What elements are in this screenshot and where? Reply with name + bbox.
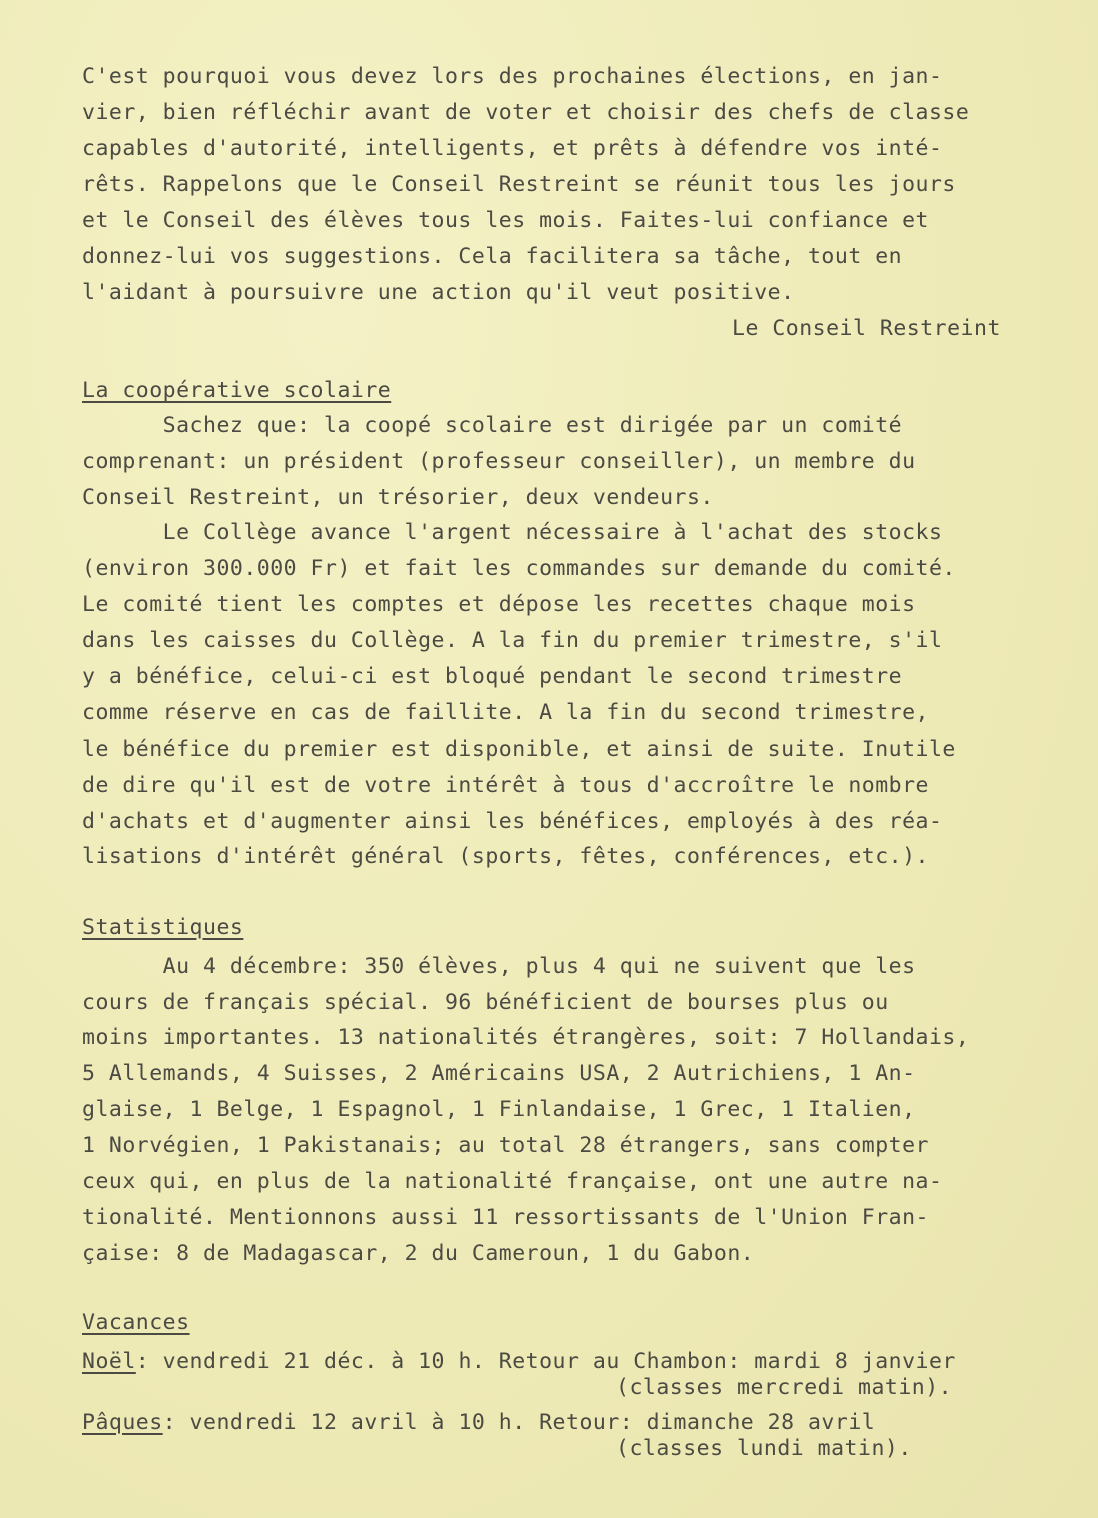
paques-line [82, 1412, 875, 1434]
text-line: C'est pourquoi vous devez lors des prochaines élections, en jan- [82, 64, 943, 89]
text-line: lisations d'intérêt général (sports, fêtes, conférences, etc.). [82, 844, 929, 869]
text-line: tionalité. Mentionnons aussi 11 ressortissants de l'Union Fran- [82, 1205, 929, 1230]
paques-label: Pâques [82, 1410, 163, 1435]
paques-note: (classes lundi matin). [616, 1436, 912, 1461]
text-line: comprenant: un président (professeur conseiller), un membre du [82, 449, 916, 474]
text-line: 5 Allemands, 4 Suisses, 2 Américains USA, 2 Autrichiens, 1 An- [82, 1061, 916, 1086]
text-line: Conseil Restreint, un trésorier, deux vendeurs. [82, 485, 714, 510]
text-line: ceux qui, en plus de la nationalité française, ont une autre na- [82, 1169, 943, 1194]
text-line: Le comité tient les comptes et dépose les recettes chaque mois [82, 592, 916, 617]
text-line: Le Collège avance l'argent nécessaire à l'achat des stocks [82, 520, 943, 545]
section-heading: Vacances [82, 1310, 190, 1335]
noel-text: : vendredi 21 déc. à 10 h. Retour au Chambon: mardi 8 janvier [135, 1349, 956, 1374]
section-heading: La coopérative scolaire [82, 378, 392, 403]
text-line: 1 Norvégien, 1 Pakistanais; au total 28 étrangers, sans compter [82, 1133, 929, 1158]
text-line: et le Conseil des élèves tous les mois. Faites-lui confiance et [82, 208, 929, 233]
text-line: donnez-lui vos suggestions. Cela facilitera sa tâche, tout en [82, 244, 903, 269]
text-line: dans les caisses du Collège. A la fin du premier trimestre, s'il [82, 628, 943, 653]
text-line: vier, bien réfléchir avant de voter et choisir des chefs de classe [82, 100, 970, 125]
text-line: y a bénéfice, celui-ci est bloqué pendant le second trimestre [82, 664, 903, 689]
text-line: (environ 300.000 Fr) et fait les commandes sur demande du comité. [82, 556, 956, 581]
noel-line [82, 1351, 956, 1373]
text-line: moins importantes. 13 nationalités étrangères, soit: 7 Hollandais, [82, 1025, 970, 1050]
text-line: glaise, 1 Belge, 1 Espagnol, 1 Finlandaise, 1 Grec, 1 Italien, [82, 1097, 916, 1122]
noel-note: (classes mercredi matin). [616, 1375, 953, 1400]
signature: Le Conseil Restreint [732, 316, 1001, 341]
text-line: d'achats et d'augmenter ainsi les bénéfices, employés à des réa- [82, 809, 943, 834]
text-line: le bénéfice du premier est disponible, et ainsi de suite. Inutile [82, 737, 956, 762]
section-heading: Statistiques [82, 915, 244, 940]
text-line: çaise: 8 de Madagascar, 2 du Cameroun, 1 du Gabon. [82, 1241, 755, 1266]
text-line: cours de français spécial. 96 bénéficient de bourses plus ou [82, 990, 889, 1015]
text-line: l'aidant à poursuivre une action qu'il veut positive. [82, 280, 795, 305]
paques-text: : vendredi 12 avril à 10 h. Retour: dimanche 28 avril [162, 1410, 876, 1435]
noel-label: Noël [82, 1349, 136, 1374]
text-line: Au 4 décembre: 350 élèves, plus 4 qui ne suivent que les [82, 954, 916, 979]
text-line: capables d'autorité, intelligents, et prêts à défendre vos inté- [82, 136, 943, 161]
text-line: de dire qu'il est de votre intérêt à tous d'accroître le nombre [82, 773, 929, 798]
text-line: comme réserve en cas de faillite. A la fin du second trimestre, [82, 700, 929, 725]
text-line: rêts. Rappelons que le Conseil Restreint se réunit tous les jours [82, 172, 956, 197]
text-line: Sachez que: la coopé scolaire est dirigée par un comité [82, 413, 903, 438]
